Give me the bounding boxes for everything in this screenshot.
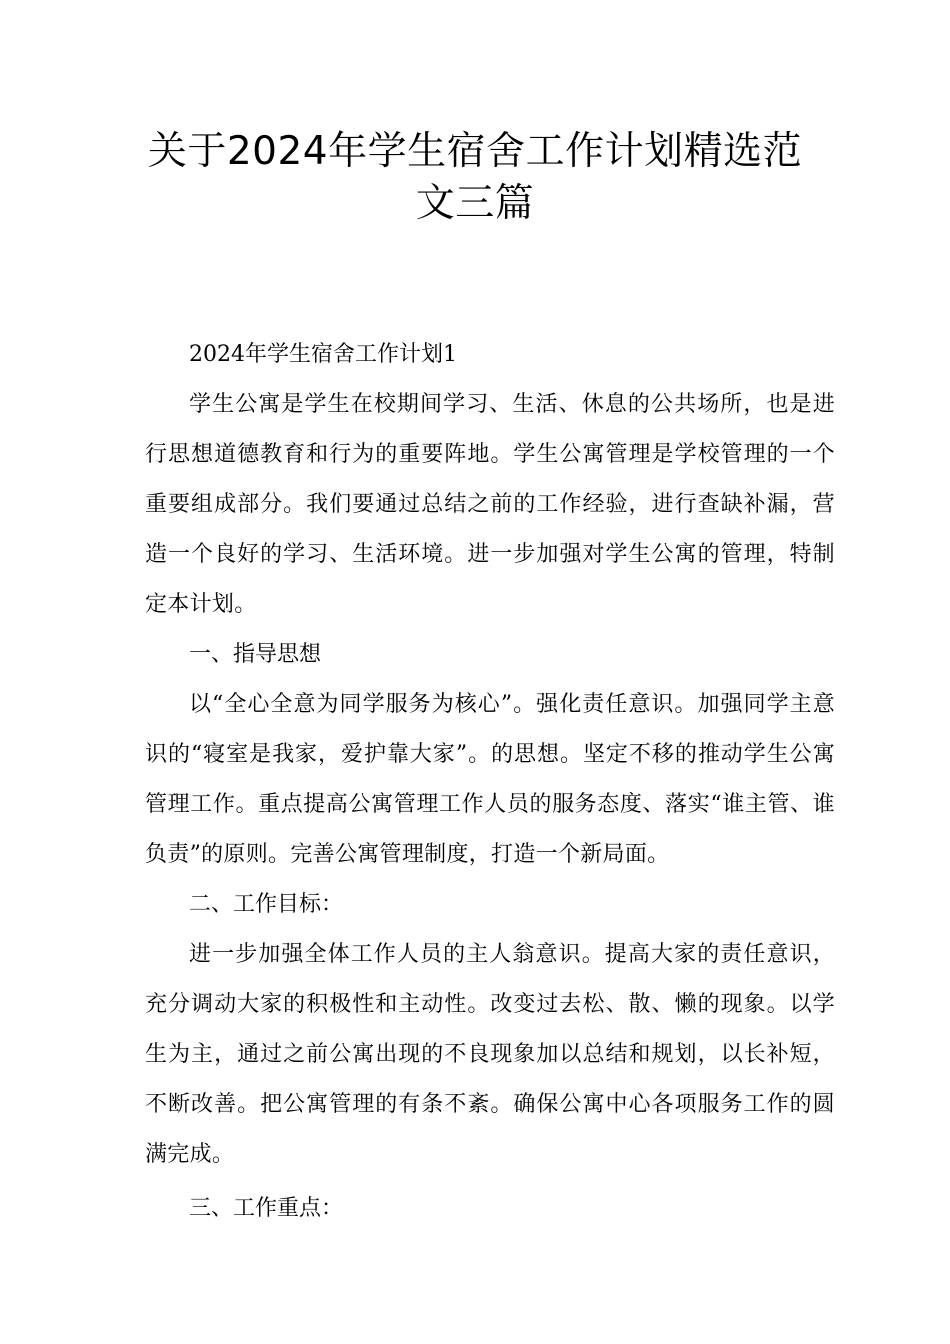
guiding-paragraph: 以“全心全意为同学服务为核心”。强化责任意识。加强同学主意识的“寝室是我家，爱护靠大家”。的思想。坚定不移的推动学生公寓管理工作。重点提高公寓管理工作人员的服务态度、落实“谁主管、谁负责”的原则。完善公寓管理制度，打造一个新局面。 — [145, 692, 835, 867]
heading-guiding-thought: 一、指导思想 — [189, 642, 322, 667]
document-body — [145, 330, 835, 1234]
section-title: 2024年学生宿舍工作计划1 — [189, 342, 457, 367]
title-line-2: 文三篇 — [415, 181, 535, 226]
document-title — [100, 126, 850, 230]
heading-work-goals: 二、工作目标： — [189, 892, 344, 917]
goals-paragraph: 进一步加强全体工作人员的主人翁意识。提高大家的责任意识，充分调动大家的积极性和主动性。改变过去松、散、懒的现象。以学生为主，通过之前公寓出现的不良现象加以总结和规划，以长补短，不断改善。把公寓管理的有条不紊。确保公寓中心各项服务工作的圆满完成。 — [145, 942, 835, 1167]
title-line-1: 关于2024年学生宿舍工作计划精选范 — [147, 129, 803, 174]
intro-paragraph: 学生公寓是学生在校期间学习、生活、休息的公共场所，也是进行思想道德教育和行为的重要阵地。学生公寓管理是学校管理的一个重要组成部分。我们要通过总结之前的工作经验，进行查缺补漏，营造一个良好的学习、生活环境。进一步加强对学生公寓的管理，特制定本计划。 — [145, 392, 835, 617]
heading-work-focus: 三、工作重点： — [189, 1196, 344, 1221]
